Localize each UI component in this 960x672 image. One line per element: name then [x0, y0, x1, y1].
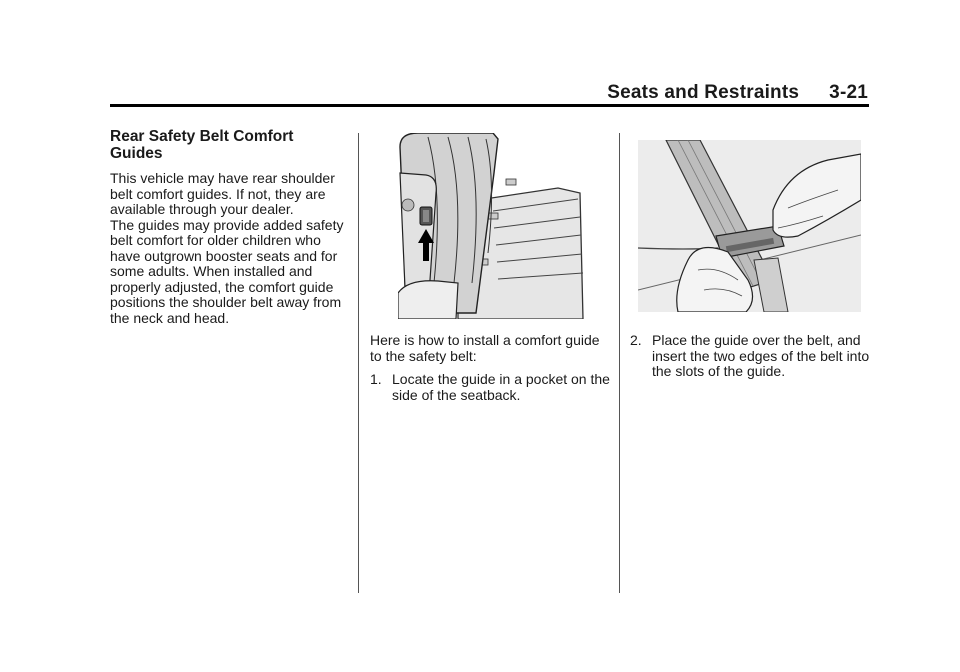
- step-number: 2.: [630, 332, 642, 348]
- running-header: [607, 82, 868, 104]
- column-3: [630, 333, 875, 380]
- seatback-pocket-illustration: [398, 133, 586, 319]
- hands-installing-guide-illustration-icon: [638, 140, 861, 312]
- install-intro: Here is how to install a comfort guide to the safety belt:: [370, 332, 600, 364]
- column-2: [370, 333, 615, 403]
- page-number: 3-21: [829, 82, 868, 103]
- seatback-pocket-arrow-illustration-icon: [398, 133, 586, 319]
- column-1: [110, 128, 350, 326]
- step-1: [370, 372, 615, 403]
- guide-installation-illustration: [638, 140, 861, 312]
- step-text: Place the guide over the belt, and insert the two edges of the belt into the slots of the guide.: [652, 332, 870, 379]
- column-divider-2: [619, 133, 620, 593]
- paragraph-2: The guides may provide added safety belt comfort for older children who have outgrown booster seats and for some adults. When installed and properly adjusted, the comfort guide positions the shoulder belt away from the neck and head.: [110, 216, 344, 326]
- step-number: 1.: [370, 371, 382, 387]
- section-heading: Rear Safety Belt Comfort Guides: [110, 128, 294, 162]
- section-name: Seats and Restraints: [607, 82, 800, 103]
- step-2: [630, 333, 875, 380]
- paragraph-1: This vehicle may have rear shoulder belt comfort guides. If not, they are available through your dealer.: [110, 170, 335, 217]
- column-divider-1: [358, 133, 359, 593]
- header-rule: [110, 104, 869, 107]
- step-text: Locate the guide in a pocket on the side of the seatback.: [392, 371, 610, 403]
